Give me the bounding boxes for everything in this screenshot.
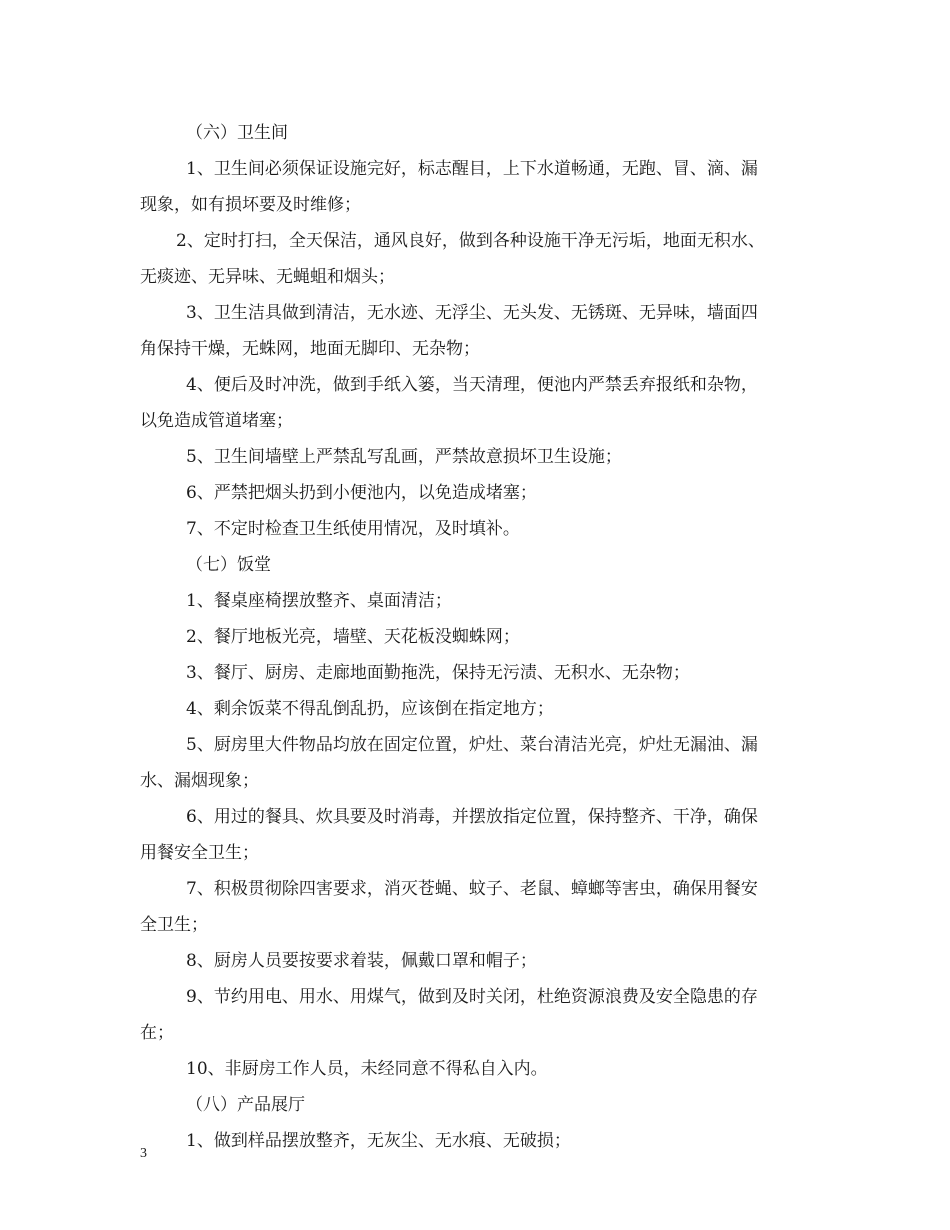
paragraph-line: 2、定时打扫，全天保洁，通风良好，做到各种设施干净无污垢，地面无积水、 xyxy=(176,231,765,251)
document-body xyxy=(140,115,815,1159)
paragraph-line: 1、餐桌座椅摆放整齐、桌面清洁； xyxy=(186,591,452,611)
paragraph-line: 7、积极贯彻除四害要求，消灭苍蝇、蚊子、老鼠、蟑螂等害虫，确保用餐安 xyxy=(186,879,758,899)
paragraph-line: 水、漏烟现象； xyxy=(140,771,259,791)
paragraph-line: 6、用过的餐具、炊具要及时消毒，并摆放指定位置，保持整齐、干净，确保 xyxy=(186,807,758,827)
paragraph-line: 5、厨房里大件物品均放在固定位置，炉灶、菜台清洁光亮，炉灶无漏油、漏 xyxy=(186,735,758,755)
paragraph-line: 3、卫生洁具做到清洁，无水迹、无浮尘、无头发、无锈斑、无异味，墙面四 xyxy=(186,303,758,323)
paragraph-line: 4、便后及时冲洗，做到手纸入篓，当天清理，便池内严禁丢弃报纸和杂物， xyxy=(186,375,758,395)
section-heading-washroom: （六）卫生间 xyxy=(186,123,288,143)
paragraph-line: 4、剩余饭菜不得乱倒乱扔，应该倒在指定地方； xyxy=(186,699,554,719)
paragraph-line: 1、做到样品摆放整齐，无灰尘、无水痕、无破损； xyxy=(186,1131,571,1151)
paragraph-line: 3、餐厅、厨房、走廊地面勤拖洗，保持无污渍、无积水、无杂物； xyxy=(186,663,690,683)
paragraph-line: 6、严禁把烟头扔到小便池内，以免造成堵塞； xyxy=(186,483,537,503)
paragraph-line: 10、非厨房工作人员，未经同意不得私自入内。 xyxy=(186,1059,548,1079)
paragraph-line: 现象，如有损坏要及时维修； xyxy=(140,195,361,215)
paragraph-line: 9、节约用电、用水、用煤气，做到及时关闭，杜绝资源浪费及安全隐患的存 xyxy=(186,987,758,1007)
paragraph-line: 2、餐厅地板光亮，墙壁、天花板没蜘蛛网； xyxy=(186,627,520,647)
paragraph-line: 1、卫生间必须保证设施完好，标志醒目，上下水道畅通，无跑、冒、滴、漏 xyxy=(186,159,758,179)
paragraph-line: 用餐安全卫生； xyxy=(140,843,259,863)
paragraph-line: 在； xyxy=(140,1023,174,1043)
paragraph-line: 以免造成管道堵塞； xyxy=(140,411,293,431)
paragraph-line: 角保持干燥，无蛛网，地面无脚印、无杂物； xyxy=(140,339,480,359)
section-heading-canteen: （七）饭堂 xyxy=(186,555,271,575)
section-heading-showroom: （八）产品展厅 xyxy=(186,1095,305,1115)
page-number: 3 xyxy=(140,1146,147,1161)
paragraph-line: 7、不定时检查卫生纸使用情况，及时填补。 xyxy=(186,519,520,539)
paragraph-line: 8、厨房人员要按要求着装，佩戴口罩和帽子； xyxy=(186,951,537,971)
paragraph-line: 全卫生； xyxy=(140,915,208,935)
paragraph-line: 5、卫生间墙壁上严禁乱写乱画，严禁故意损坏卫生设施； xyxy=(186,447,622,467)
paragraph-line: 无痰迹、无异味、无蝇蛆和烟头； xyxy=(140,267,395,287)
